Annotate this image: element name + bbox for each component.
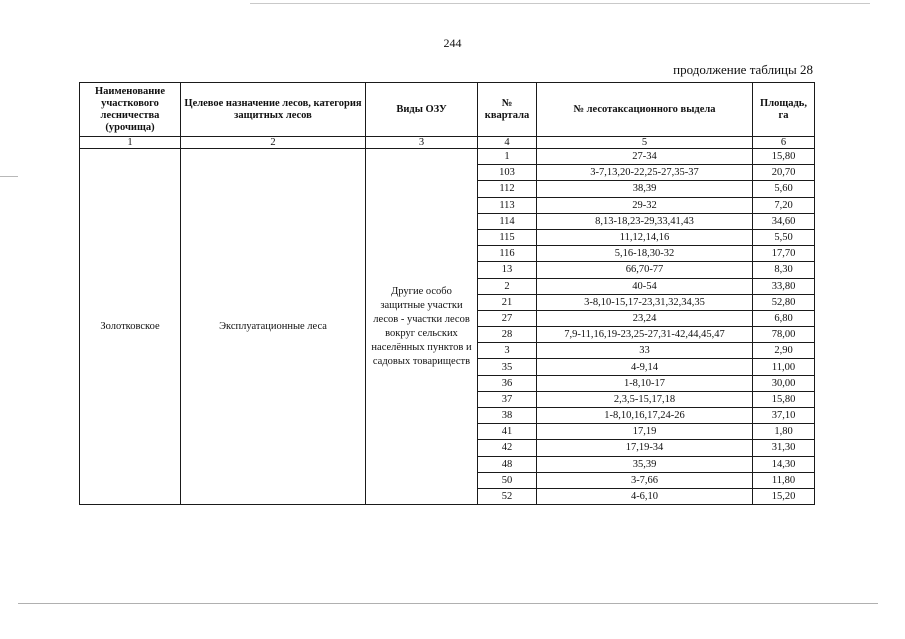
allotment-cell: 4-6,10 (537, 488, 753, 504)
quarter-cell: 35 (478, 359, 537, 375)
column-number: 5 (537, 137, 753, 149)
area-cell: 37,10 (753, 408, 815, 424)
area-cell: 5,50 (753, 229, 815, 245)
forest-purpose-cell: Эксплуатационные леса (181, 149, 366, 505)
quarter-cell: 103 (478, 165, 537, 181)
allotment-cell: 40-54 (537, 278, 753, 294)
quarter-cell: 50 (478, 472, 537, 488)
column-number: 4 (478, 137, 537, 149)
table-continuation-label: продолжение таблицы 28 (673, 62, 813, 77)
allotment-cell: 11,12,14,16 (537, 229, 753, 245)
allotment-cell: 1-8,10,16,17,24-26 (537, 408, 753, 424)
scan-edge-bottom (18, 603, 878, 604)
column-number-row (80, 137, 815, 149)
table-row (80, 149, 815, 165)
header-row (80, 83, 815, 137)
quarter-cell: 1 (478, 149, 537, 165)
allotment-cell: 3-7,13,20-22,25-27,35-37 (537, 165, 753, 181)
area-cell: 1,80 (753, 424, 815, 440)
forestry-name-cell: Золотковское (80, 149, 181, 505)
area-cell: 6,80 (753, 310, 815, 326)
forest-table (79, 82, 815, 505)
allotment-cell: 33 (537, 343, 753, 359)
quarter-cell: 41 (478, 424, 537, 440)
area-cell: 34,60 (753, 213, 815, 229)
header-forestry: Наименование участкового лесничества (урочища) (80, 83, 181, 137)
ozu-type-cell: Другие особо защитные участки лесов - участки лесов вокруг сельских населённых пунктов и садовых товариществ (366, 149, 478, 505)
area-cell: 11,00 (753, 359, 815, 375)
quarter-cell: 116 (478, 246, 537, 262)
quarter-cell: 37 (478, 391, 537, 407)
area-cell: 2,90 (753, 343, 815, 359)
area-cell: 78,00 (753, 327, 815, 343)
column-number: 3 (366, 137, 478, 149)
area-cell: 7,20 (753, 197, 815, 213)
quarter-cell: 48 (478, 456, 537, 472)
quarter-cell: 38 (478, 408, 537, 424)
quarter-cell: 3 (478, 343, 537, 359)
quarter-cell: 21 (478, 294, 537, 310)
area-cell: 15,80 (753, 391, 815, 407)
area-cell: 15,80 (753, 149, 815, 165)
scan-edge-top (250, 3, 870, 4)
area-cell: 5,60 (753, 181, 815, 197)
quarter-cell: 27 (478, 310, 537, 326)
scan-edge-left (0, 176, 18, 177)
quarter-cell: 28 (478, 327, 537, 343)
column-number: 6 (753, 137, 815, 149)
quarter-cell: 114 (478, 213, 537, 229)
allotment-cell: 23,24 (537, 310, 753, 326)
quarter-cell: 2 (478, 278, 537, 294)
allotment-cell: 27-34 (537, 149, 753, 165)
quarter-cell: 113 (478, 197, 537, 213)
allotment-cell: 17,19-34 (537, 440, 753, 456)
allotment-cell: 35,39 (537, 456, 753, 472)
header-purpose: Целевое назначение лесов, категория защитных лесов (181, 83, 366, 137)
allotment-cell: 38,39 (537, 181, 753, 197)
allotment-cell: 7,9-11,16,19-23,25-27,31-42,44,45,47 (537, 327, 753, 343)
area-cell: 14,30 (753, 456, 815, 472)
allotment-cell: 4-9,14 (537, 359, 753, 375)
table-body (80, 149, 815, 505)
area-cell: 15,20 (753, 488, 815, 504)
area-cell: 8,30 (753, 262, 815, 278)
header-quarter: № квартала (478, 83, 537, 137)
header-area: Площадь, га (753, 83, 815, 137)
quarter-cell: 52 (478, 488, 537, 504)
area-cell: 31,30 (753, 440, 815, 456)
quarter-cell: 112 (478, 181, 537, 197)
area-cell: 17,70 (753, 246, 815, 262)
allotment-cell: 8,13-18,23-29,33,41,43 (537, 213, 753, 229)
area-cell: 30,00 (753, 375, 815, 391)
column-number: 2 (181, 137, 366, 149)
quarter-cell: 42 (478, 440, 537, 456)
area-cell: 20,70 (753, 165, 815, 181)
area-cell: 33,80 (753, 278, 815, 294)
column-number: 1 (80, 137, 181, 149)
allotment-cell: 3-7,66 (537, 472, 753, 488)
allotment-cell: 17,19 (537, 424, 753, 440)
header-ozu-type: Виды ОЗУ (366, 83, 478, 137)
quarter-cell: 36 (478, 375, 537, 391)
quarter-cell: 115 (478, 229, 537, 245)
area-cell: 52,80 (753, 294, 815, 310)
allotment-cell: 66,70-77 (537, 262, 753, 278)
area-cell: 11,80 (753, 472, 815, 488)
allotment-cell: 2,3,5-15,17,18 (537, 391, 753, 407)
allotment-cell: 1-8,10-17 (537, 375, 753, 391)
allotment-cell: 5,16-18,30-32 (537, 246, 753, 262)
quarter-cell: 13 (478, 262, 537, 278)
allotment-cell: 3-8,10-15,17-23,31,32,34,35 (537, 294, 753, 310)
allotment-cell: 29-32 (537, 197, 753, 213)
header-allotment: № лесотаксационного выдела (537, 83, 753, 137)
page-number: 244 (443, 36, 462, 50)
